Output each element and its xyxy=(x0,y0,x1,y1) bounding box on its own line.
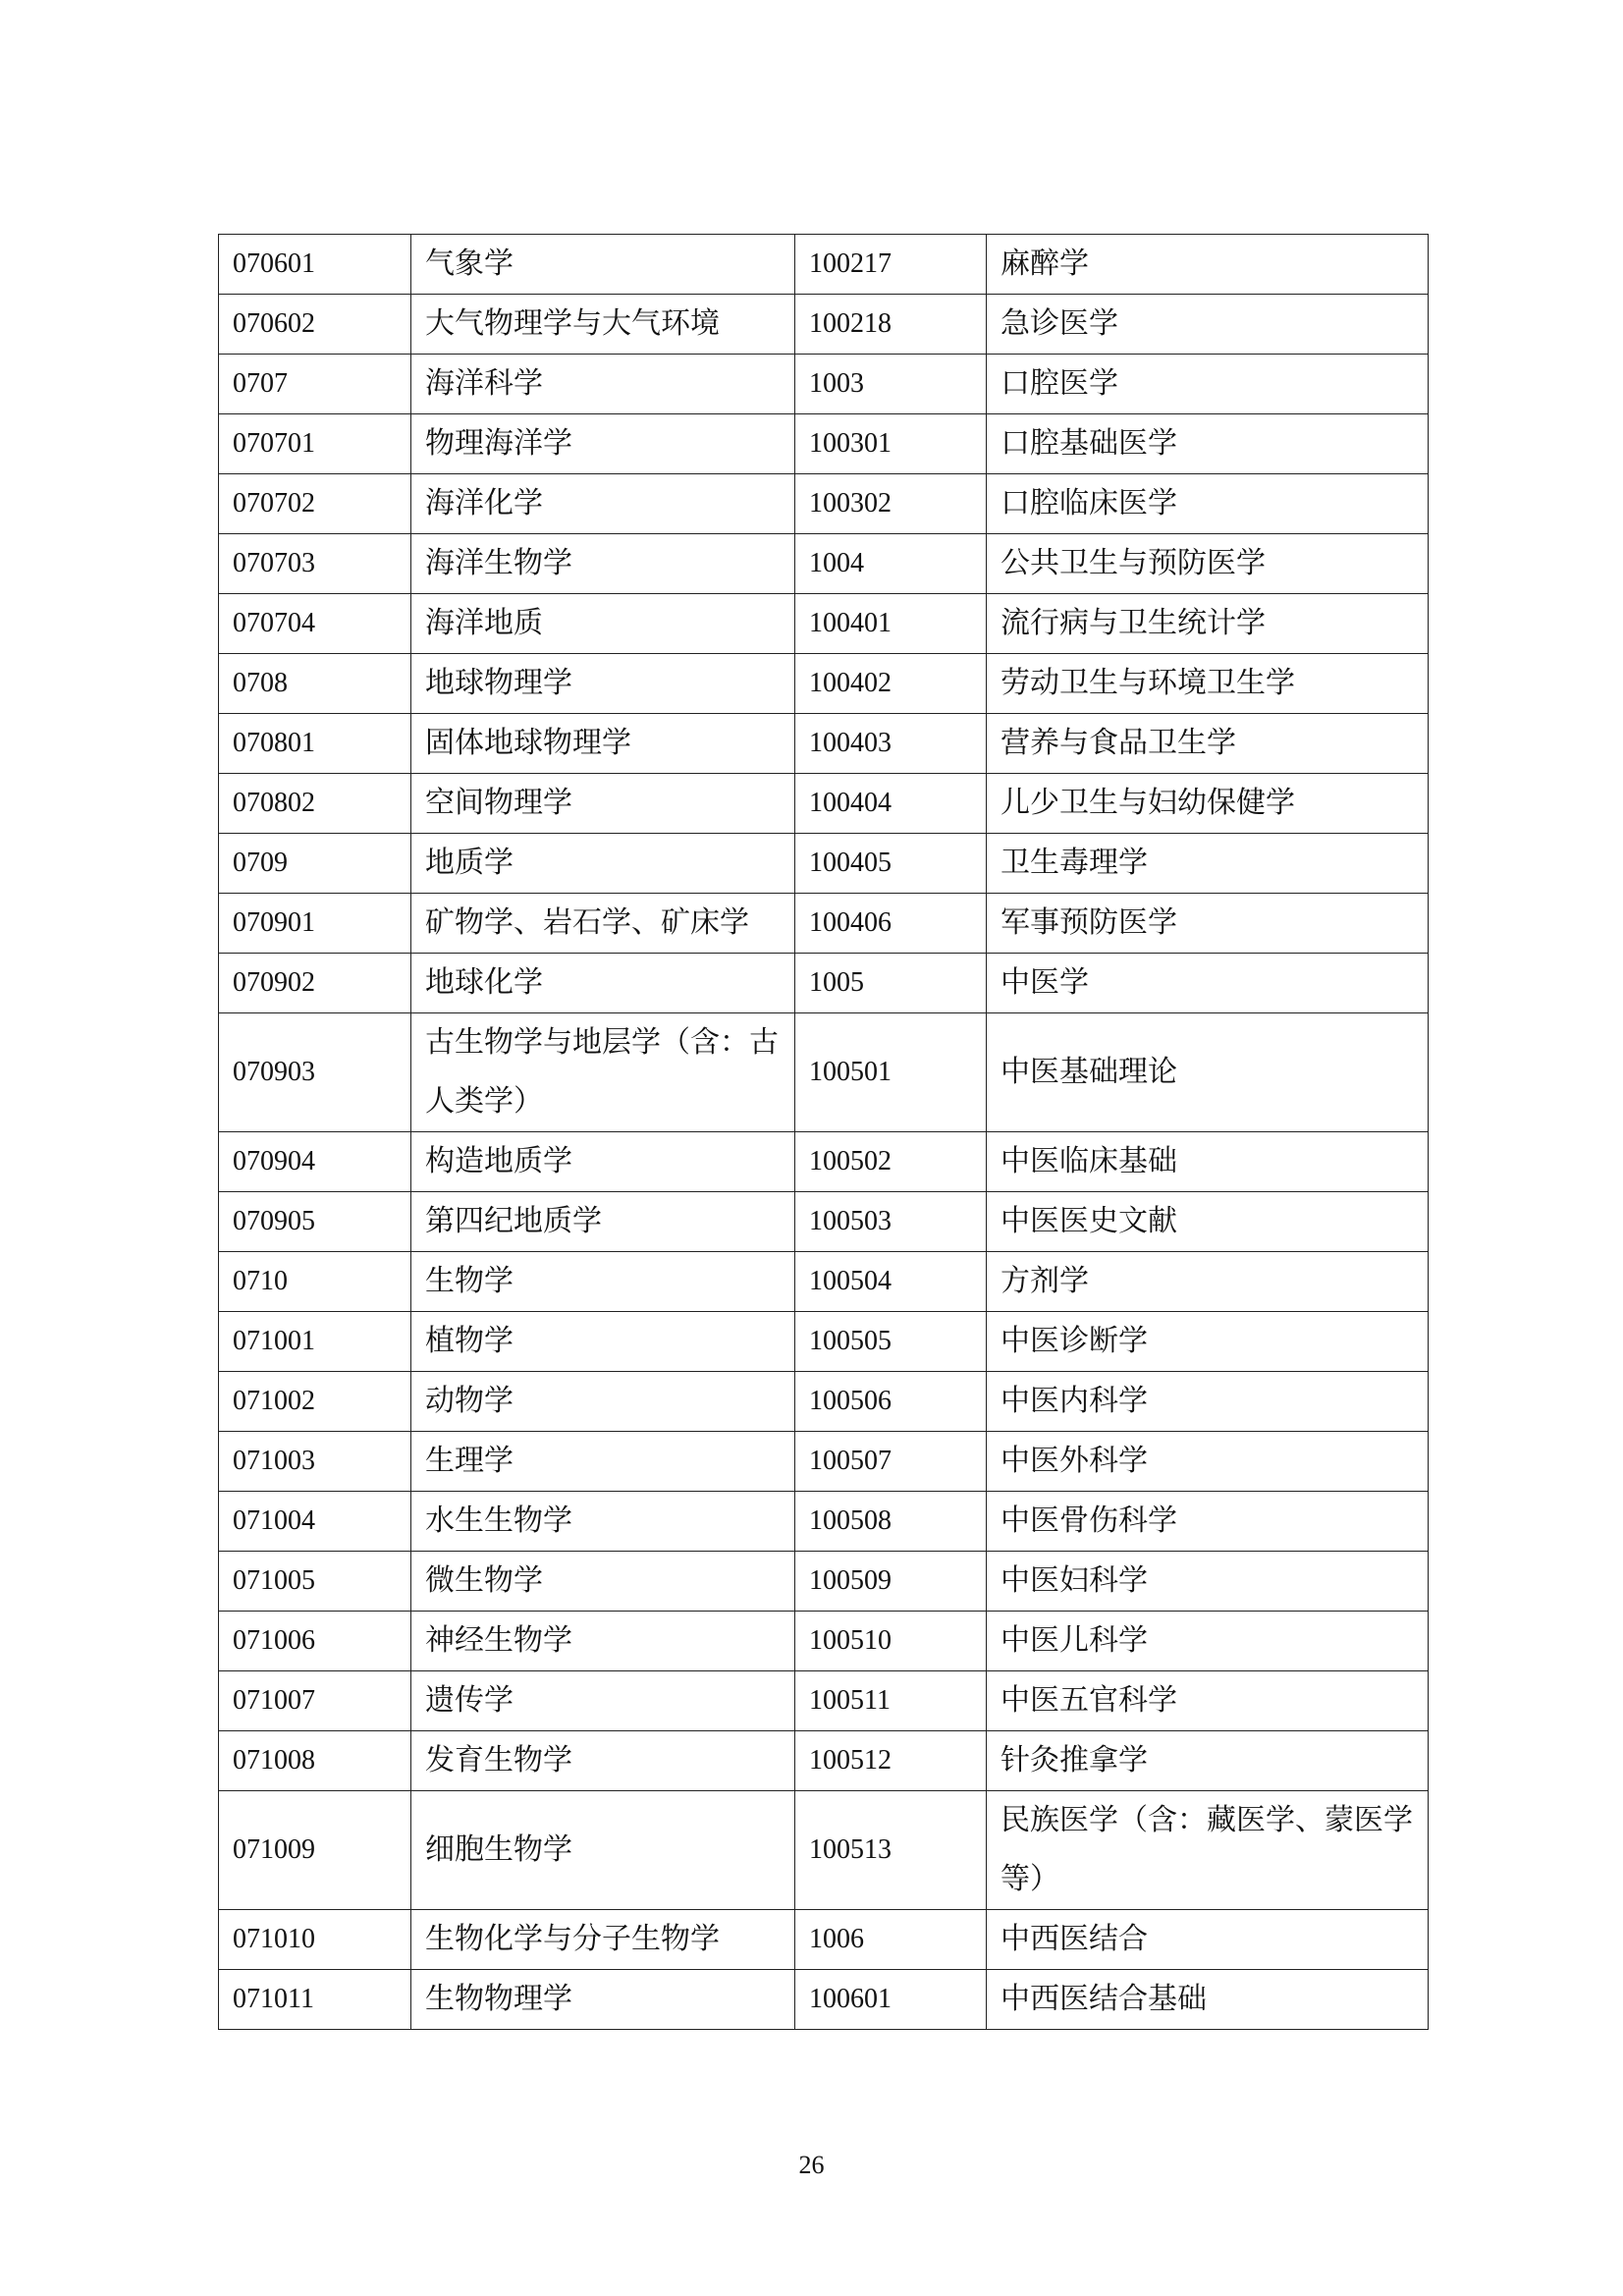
code-cell-left: 070904 xyxy=(219,1132,411,1192)
table-row xyxy=(219,295,1429,355)
code-cell-right: 100218 xyxy=(795,295,987,355)
name-cell-right: 口腔临床医学 xyxy=(987,474,1429,534)
name-cell-left: 微生物学 xyxy=(411,1552,795,1612)
code-cell-left: 070903 xyxy=(219,1013,411,1132)
name-cell-left: 生物物理学 xyxy=(411,1970,795,2030)
name-cell-right: 中医临床基础 xyxy=(987,1132,1429,1192)
name-cell-left: 海洋化学 xyxy=(411,474,795,534)
table-row xyxy=(219,1552,1429,1612)
table-row xyxy=(219,1910,1429,1970)
code-cell-right: 100301 xyxy=(795,414,987,474)
code-cell-left: 070701 xyxy=(219,414,411,474)
table-row xyxy=(219,1132,1429,1192)
name-cell-left: 遗传学 xyxy=(411,1671,795,1731)
code-cell-left: 0707 xyxy=(219,355,411,414)
table-row xyxy=(219,1671,1429,1731)
name-cell-right: 卫生毒理学 xyxy=(987,834,1429,894)
name-cell-left: 固体地球物理学 xyxy=(411,714,795,774)
name-cell-left: 古生物学与地层学（含：古人类学） xyxy=(411,1013,795,1132)
name-cell-right: 针灸推拿学 xyxy=(987,1731,1429,1791)
subject-table xyxy=(218,234,1429,2030)
code-cell-left: 071010 xyxy=(219,1910,411,1970)
name-cell-left: 海洋地质 xyxy=(411,594,795,654)
name-cell-right: 流行病与卫生统计学 xyxy=(987,594,1429,654)
name-cell-left: 地球物理学 xyxy=(411,654,795,714)
table-row xyxy=(219,355,1429,414)
code-cell-right: 100217 xyxy=(795,235,987,295)
name-cell-right: 中医五官科学 xyxy=(987,1671,1429,1731)
code-cell-right: 100513 xyxy=(795,1791,987,1910)
code-cell-left: 070704 xyxy=(219,594,411,654)
code-cell-left: 070901 xyxy=(219,894,411,954)
table-row xyxy=(219,894,1429,954)
code-cell-left: 0708 xyxy=(219,654,411,714)
code-cell-left: 070601 xyxy=(219,235,411,295)
code-cell-right: 100401 xyxy=(795,594,987,654)
code-cell-right: 100601 xyxy=(795,1970,987,2030)
code-cell-left: 0710 xyxy=(219,1252,411,1312)
name-cell-right: 中西医结合基础 xyxy=(987,1970,1429,2030)
code-cell-right: 100509 xyxy=(795,1552,987,1612)
name-cell-right: 方剂学 xyxy=(987,1252,1429,1312)
name-cell-right: 军事预防医学 xyxy=(987,894,1429,954)
name-cell-left: 生物学 xyxy=(411,1252,795,1312)
table-row xyxy=(219,774,1429,834)
table-row xyxy=(219,954,1429,1013)
table-row xyxy=(219,1312,1429,1372)
code-cell-left: 070703 xyxy=(219,534,411,594)
code-cell-left: 071009 xyxy=(219,1791,411,1910)
table-row xyxy=(219,534,1429,594)
name-cell-left: 动物学 xyxy=(411,1372,795,1432)
code-cell-left: 070602 xyxy=(219,295,411,355)
name-cell-left: 矿物学、岩石学、矿床学 xyxy=(411,894,795,954)
table-row xyxy=(219,1492,1429,1552)
code-cell-left: 070802 xyxy=(219,774,411,834)
code-cell-right: 100502 xyxy=(795,1132,987,1192)
name-cell-left: 气象学 xyxy=(411,235,795,295)
name-cell-left: 空间物理学 xyxy=(411,774,795,834)
table-row xyxy=(219,1432,1429,1492)
name-cell-left: 植物学 xyxy=(411,1312,795,1372)
name-cell-right: 中西医结合 xyxy=(987,1910,1429,1970)
table-row xyxy=(219,235,1429,295)
name-cell-right: 营养与食品卫生学 xyxy=(987,714,1429,774)
name-cell-right: 中医医史文献 xyxy=(987,1192,1429,1252)
name-cell-right: 儿少卫生与妇幼保健学 xyxy=(987,774,1429,834)
table-row xyxy=(219,474,1429,534)
name-cell-left: 海洋科学 xyxy=(411,355,795,414)
code-cell-left: 071007 xyxy=(219,1671,411,1731)
code-cell-right: 100510 xyxy=(795,1612,987,1671)
subject-table-body xyxy=(219,235,1429,2030)
table-row xyxy=(219,834,1429,894)
name-cell-right: 中医学 xyxy=(987,954,1429,1013)
table-row xyxy=(219,1970,1429,2030)
name-cell-right: 中医外科学 xyxy=(987,1432,1429,1492)
name-cell-left: 生物化学与分子生物学 xyxy=(411,1910,795,1970)
page-number: 26 xyxy=(798,2151,825,2179)
code-cell-right: 100302 xyxy=(795,474,987,534)
code-cell-right: 1003 xyxy=(795,355,987,414)
code-cell-left: 071004 xyxy=(219,1492,411,1552)
table-row xyxy=(219,1791,1429,1910)
name-cell-left: 物理海洋学 xyxy=(411,414,795,474)
code-cell-left: 071002 xyxy=(219,1372,411,1432)
table-row xyxy=(219,594,1429,654)
name-cell-left: 地球化学 xyxy=(411,954,795,1013)
table-row xyxy=(219,1013,1429,1132)
table-row xyxy=(219,654,1429,714)
code-cell-left: 070801 xyxy=(219,714,411,774)
table-row xyxy=(219,1192,1429,1252)
name-cell-left: 发育生物学 xyxy=(411,1731,795,1791)
code-cell-right: 1004 xyxy=(795,534,987,594)
name-cell-left: 构造地质学 xyxy=(411,1132,795,1192)
code-cell-right: 1006 xyxy=(795,1910,987,1970)
name-cell-right: 口腔医学 xyxy=(987,355,1429,414)
name-cell-left: 第四纪地质学 xyxy=(411,1192,795,1252)
code-cell-right: 100504 xyxy=(795,1252,987,1312)
table-row xyxy=(219,1612,1429,1671)
name-cell-right: 中医骨伤科学 xyxy=(987,1492,1429,1552)
code-cell-right: 100403 xyxy=(795,714,987,774)
table-row xyxy=(219,1731,1429,1791)
table-row xyxy=(219,714,1429,774)
name-cell-left: 水生生物学 xyxy=(411,1492,795,1552)
code-cell-left: 0709 xyxy=(219,834,411,894)
name-cell-left: 海洋生物学 xyxy=(411,534,795,594)
code-cell-left: 071008 xyxy=(219,1731,411,1791)
code-cell-right: 100404 xyxy=(795,774,987,834)
table-row xyxy=(219,414,1429,474)
name-cell-right: 中医儿科学 xyxy=(987,1612,1429,1671)
code-cell-right: 100405 xyxy=(795,834,987,894)
name-cell-right: 中医内科学 xyxy=(987,1372,1429,1432)
name-cell-left: 神经生物学 xyxy=(411,1612,795,1671)
name-cell-right: 中医基础理论 xyxy=(987,1013,1429,1132)
name-cell-left: 细胞生物学 xyxy=(411,1791,795,1910)
table-row xyxy=(219,1252,1429,1312)
code-cell-left: 070905 xyxy=(219,1192,411,1252)
code-cell-right: 100402 xyxy=(795,654,987,714)
name-cell-left: 地质学 xyxy=(411,834,795,894)
code-cell-right: 100406 xyxy=(795,894,987,954)
code-cell-left: 070902 xyxy=(219,954,411,1013)
code-cell-left: 071003 xyxy=(219,1432,411,1492)
name-cell-left: 大气物理学与大气环境 xyxy=(411,295,795,355)
code-cell-left: 071011 xyxy=(219,1970,411,2030)
name-cell-right: 劳动卫生与环境卫生学 xyxy=(987,654,1429,714)
code-cell-right: 100501 xyxy=(795,1013,987,1132)
code-cell-right: 100506 xyxy=(795,1372,987,1432)
code-cell-right: 100507 xyxy=(795,1432,987,1492)
name-cell-right: 口腔基础医学 xyxy=(987,414,1429,474)
code-cell-left: 071005 xyxy=(219,1552,411,1612)
name-cell-right: 中医诊断学 xyxy=(987,1312,1429,1372)
code-cell-right: 100511 xyxy=(795,1671,987,1731)
code-cell-right: 100505 xyxy=(795,1312,987,1372)
code-cell-left: 071001 xyxy=(219,1312,411,1372)
code-cell-left: 071006 xyxy=(219,1612,411,1671)
code-cell-left: 070702 xyxy=(219,474,411,534)
code-cell-right: 100508 xyxy=(795,1492,987,1552)
name-cell-right: 公共卫生与预防医学 xyxy=(987,534,1429,594)
code-cell-right: 1005 xyxy=(795,954,987,1013)
name-cell-right: 急诊医学 xyxy=(987,295,1429,355)
name-cell-right: 民族医学（含：藏医学、蒙医学等） xyxy=(987,1791,1429,1910)
code-cell-right: 100503 xyxy=(795,1192,987,1252)
name-cell-right: 中医妇科学 xyxy=(987,1552,1429,1612)
name-cell-left: 生理学 xyxy=(411,1432,795,1492)
name-cell-right: 麻醉学 xyxy=(987,235,1429,295)
table-row xyxy=(219,1372,1429,1432)
code-cell-right: 100512 xyxy=(795,1731,987,1791)
